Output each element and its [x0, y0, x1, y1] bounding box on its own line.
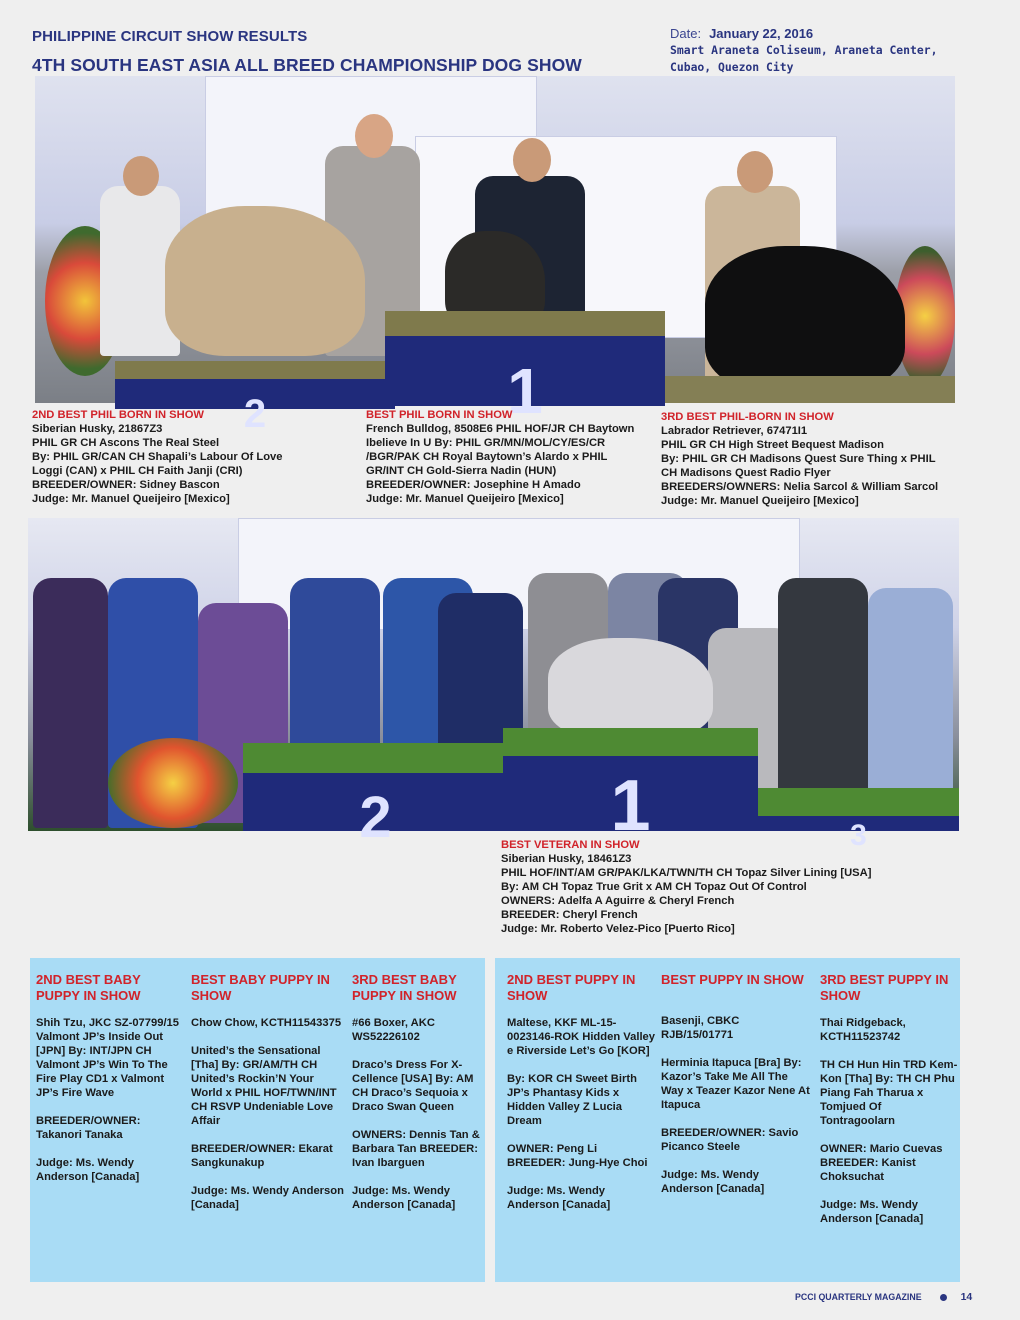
entry-best-baby-puppy: BEST BABY PUPPY IN SHOW Chow Chow, KCTH11543375 United’s the Sensational [Tha] By: GR/AM/TH CH United’s Rockin’N Your World x PHIL HOF/TWN/INT CH RSVP Undeniable Love Affair BREEDER/OWNER: Ekarat Sangkunakup Judge: Ms. Wendy Anderson [Canada]	[191, 972, 344, 1211]
podium-3: 3	[758, 816, 959, 831]
entry-best-puppy: BEST PUPPY IN SHOW Basenji, CBKC RJB/15/01771 Herminia Itapuca [Bra] By: Kazor’s Take Me All The Way x Teazer Kazor Nene At Itapuca BREEDER/OWNER: Savio Picanco Steele Judge: Ms. Wendy Anderson [Canada]	[661, 972, 810, 1195]
podium-2: 2	[243, 773, 508, 831]
siberian-husky-dog	[165, 206, 365, 356]
magazine-name: PCCI QUARTERLY MAGAZINE	[795, 1292, 922, 1302]
podium-2: 2	[115, 379, 395, 409]
baby-puppy-results-box	[30, 958, 485, 1282]
venue-line-2: Cubao, Quezon City	[670, 60, 794, 74]
photo-phil-born-winners	[35, 76, 955, 436]
podium-3	[665, 376, 955, 403]
entry-2nd-best-puppy: 2ND BEST PUPPY IN SHOW Maltese, KKF ML-15-0023146-ROK Hidden Valley e Riverside Let’s Go [KOR] By: KOR CH Sweet Birth JP’s Phantasy Kids x Hidden Valley Z Lucia Dream OWNER: Peng Li BREEDER: Jung-Hye Choi Judge: Ms. Wendy Anderson [Canada]	[507, 972, 655, 1211]
page-number: 14	[960, 1291, 973, 1303]
photo-best-veteran-winners	[28, 518, 959, 852]
entry-2nd-best-baby-puppy: 2ND BEST BABY PUPPY IN SHOW Shih Tzu, JKC SZ-07799/15 Valmont JP’s Inside Out [JPN] By: INT/JPN CH Valmont JP’s Win To The Fire Play CD1 x Valmont JP’s Fire Wave BREEDER/OWNER: Takanori Tanaka Judge: Ms. Wendy Anderson [Canada]	[36, 972, 179, 1183]
labrador-dog	[705, 246, 905, 391]
entry-3rd-best-baby-puppy: 3RD BEST BABY PUPPY IN SHOW #66 Boxer, AKC WS52226102 Draco’s Dress For X-Cellence [USA] By: AM CH Draco’s Sequoia x Draco Swan Queen OWNERS: Dennis Tan & Barbara Tan BREEDER: Ivan Ibarguen Judge: Ms. Wendy Anderson [Canada]	[352, 972, 480, 1211]
siberian-husky-dog	[548, 638, 713, 738]
caption-2nd-best-phil-born: 2ND BEST PHIL BORN IN SHOW Siberian Husky, 21867Z3 PHIL GR CH Ascons The Real Steel By: PHIL GR/CAN CH Shapali’s Labour Of Love Loggi (CAN) x PHIL CH Faith Janji (CRI) BREEDER/OWNER: Sidney Bascon Judge: Mr. Manuel Queijeiro [Mexico]	[32, 409, 283, 505]
venue-line-1: Smart Araneta Coliseum, Araneta Center,	[670, 43, 938, 57]
date-value: January 22, 2016	[709, 26, 814, 41]
caption-best-veteran: BEST VETERAN IN SHOW Siberian Husky, 18461Z3 PHIL HOF/INT/AM GR/PAK/LKA/TWN/TH CH Topaz Silver Lining [USA] By: AM CH Topaz True Grit x AM CH Topaz Out Of Control OWNERS: Adelfa A Aguirre & Cheryl French BREEDER: Cheryl French Judge: Mr. Roberto Velez-Pico [Puerto Rico]	[501, 839, 872, 935]
podium-1: 1	[385, 336, 665, 406]
bullet-icon	[940, 1294, 947, 1301]
caption-3rd-best-phil-born: 3RD BEST PHIL-BORN IN SHOW Labrador Retriever, 67471I1 PHIL GR CH High Street Bequest Madison By: PHIL GR CH Madisons Quest Sure Thing x PHIL CH Madisons Quest Radio Flyer BREEDERS/OWNERS: Nelia Sarcol & William Sarcol Judge: Mr. Manuel Queijeiro [Mexico]	[661, 411, 939, 507]
podium-1: 1	[503, 756, 758, 831]
caption-best-phil-born: BEST PHIL BORN IN SHOW French Bulldog, 8508E6 PHIL HOF/JR CH Baytown Ibelieve In U By: PHIL GR/MN/MOL/CY/ES/CR /BGR/PAK CH Royal Baytown’s Alardo x PHIL GR/INT CH Gold-Sierra Nadin (HUN) BREEDER/OWNER: Josephine H Amado Judge: Mr. Manuel Queijeiro [Mexico]	[366, 409, 635, 505]
page-footer	[795, 1291, 972, 1303]
entry-3rd-best-puppy: 3RD BEST PUPPY IN SHOW Thai Ridgeback, KCTH11523742 TH CH Hun Hin TRD Kem-Kon [Tha] By: TH CH Phu Piang Fah Tharua x Tomjued Of Tontragoolarn OWNER: Mario Cuevas BREEDER: Kanist Choksuchat Judge: Ms. Wendy Anderson [Canada]	[820, 972, 958, 1225]
flower-arrangement	[108, 738, 238, 828]
person	[33, 578, 108, 828]
section-title: PHILIPPINE CIRCUIT SHOW RESULTS	[32, 28, 308, 45]
event-date-venue	[670, 26, 937, 75]
event-title: 4TH SOUTH EAST ASIA ALL BREED CHAMPIONSHIP DOG SHOW	[32, 55, 582, 75]
date-label: Date:	[670, 26, 702, 41]
puppy-results-box	[495, 958, 960, 1282]
